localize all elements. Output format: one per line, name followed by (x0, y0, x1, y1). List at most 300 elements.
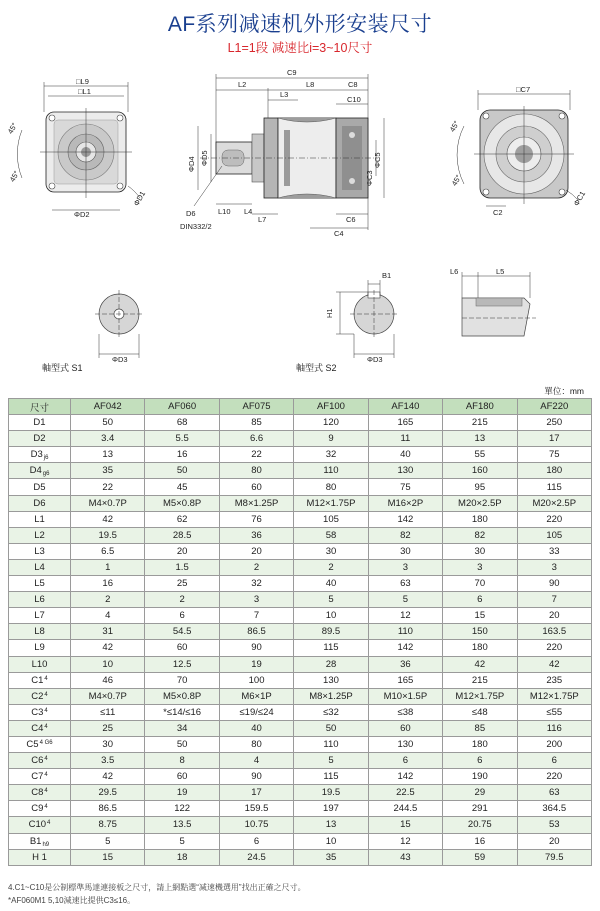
row-label: $C1^4$ (9, 672, 71, 688)
table-row (9, 511, 592, 527)
table-cell: 16 (145, 447, 219, 463)
table-row (9, 736, 592, 752)
table-cell: 12 (368, 608, 442, 624)
table-cell: 215 (443, 415, 517, 431)
row-label: L7 (9, 608, 71, 624)
table-cell: M20×2.5P (443, 495, 517, 511)
table-cell: 80 (294, 479, 368, 495)
table-cell: 40 (368, 447, 442, 463)
table-cell: 17 (517, 431, 591, 447)
table-cell: 50 (71, 415, 145, 431)
row-label: $C9^4$ (9, 801, 71, 817)
table-cell: 115 (294, 769, 368, 785)
row-label-mark: 4 (44, 772, 48, 779)
table-cell: 42 (71, 769, 145, 785)
table-cell: 6.5 (71, 543, 145, 559)
table-cell: 142 (368, 769, 442, 785)
label-l4: L4 (244, 207, 253, 216)
table-cell: 197 (294, 801, 368, 817)
label-c6: C6 (346, 215, 356, 224)
row-label-mark: 4 (44, 723, 48, 730)
table-header-row (9, 399, 592, 415)
row-label: L3 (9, 543, 71, 559)
table-cell: 32 (219, 576, 293, 592)
row-label: $C7^4$ (9, 769, 71, 785)
table-cell: 20 (517, 833, 591, 849)
table-cell: 86.5 (219, 624, 293, 640)
header-dimension: 尺寸 (9, 399, 71, 415)
row-label-mark: 4 (44, 675, 48, 682)
table-cell: 220 (517, 769, 591, 785)
table-cell: ≤11 (71, 704, 145, 720)
table-cell: 5 (294, 753, 368, 769)
table-cell: 4 (219, 753, 293, 769)
table-cell: 29 (443, 785, 517, 801)
table-row (9, 801, 592, 817)
table-cell: ≤19/≤24 (219, 704, 293, 720)
table-cell: 116 (517, 720, 591, 736)
table-cell: 45 (145, 479, 219, 495)
label-c1: ΦC1 (571, 189, 588, 208)
label-d5: ΦD5 (200, 150, 209, 166)
row-label-mark: g6 (42, 471, 50, 478)
footnote-1: 4.C1~C10是公制標準馬達連接板之尺寸，請上網點選“减速機選用”找出正確之尺寸。 (8, 883, 306, 892)
table-cell: 220 (517, 511, 591, 527)
row-label: $C5^{4 G6}$ (9, 736, 71, 752)
row-label: L6 (9, 592, 71, 608)
table-cell: 70 (443, 576, 517, 592)
table-cell: 1 (71, 559, 145, 575)
label-angle-1: 45° (5, 121, 20, 136)
label-l3: L3 (280, 90, 289, 99)
table-cell: 95 (443, 479, 517, 495)
table-cell: 4 (71, 608, 145, 624)
table-row (9, 704, 592, 720)
table-cell: M5×0.8P (145, 495, 219, 511)
shaft-side-view (450, 267, 536, 336)
table-cell: 33 (517, 543, 591, 559)
label-s2-d3: ΦD3 (367, 355, 383, 364)
table-cell: 85 (443, 720, 517, 736)
table-cell: 76 (219, 511, 293, 527)
row-label: $C10^4$ (9, 817, 71, 833)
table-cell: 163.5 (517, 624, 591, 640)
table-row (9, 576, 592, 592)
table-row (9, 592, 592, 608)
header-model: AF042 (71, 399, 145, 415)
table-cell: 89.5 (294, 624, 368, 640)
table-cell: 3 (219, 592, 293, 608)
table-cell: 36 (368, 656, 442, 672)
row-label-mark: 4 (44, 691, 48, 698)
table-cell: 180 (443, 736, 517, 752)
table-cell: 25 (145, 576, 219, 592)
table-cell: 30 (368, 543, 442, 559)
row-label: L5 (9, 576, 71, 592)
table-cell: *≤14/≤16 (145, 704, 219, 720)
table-cell: 15 (71, 849, 145, 865)
table-cell: 20 (219, 543, 293, 559)
table-cell: 22 (71, 479, 145, 495)
row-label: L9 (9, 640, 71, 656)
label-l6: L6 (450, 267, 459, 276)
table-cell: 79.5 (517, 849, 591, 865)
table-cell: 100 (219, 672, 293, 688)
label-l1: □L1 (78, 87, 91, 96)
table-cell: M20×2.5P (517, 495, 591, 511)
label-b1: B1 (382, 271, 392, 280)
table-cell: 15 (368, 817, 442, 833)
table-cell: 40 (219, 720, 293, 736)
table-cell: 75 (517, 447, 591, 463)
shaft-s2-view (296, 271, 398, 373)
table-cell: 19 (145, 785, 219, 801)
table-cell: 7 (219, 608, 293, 624)
label-c7: □C7 (516, 85, 531, 94)
row-label-mark: 4 G6 (39, 740, 53, 747)
table-cell: 5 (71, 833, 145, 849)
table-cell: 16 (71, 576, 145, 592)
table-cell: 3 (443, 559, 517, 575)
label-c9: C9 (287, 68, 297, 77)
table-cell: 3 (517, 559, 591, 575)
table-cell: 6 (443, 753, 517, 769)
table-cell: 11 (368, 431, 442, 447)
table-row (9, 769, 592, 785)
table-cell: 19.5 (294, 785, 368, 801)
table-row (9, 656, 592, 672)
row-label: $C2^4$ (9, 688, 71, 704)
table-cell: 42 (443, 656, 517, 672)
table-cell: 364.5 (517, 801, 591, 817)
table-cell: ≤38 (368, 704, 442, 720)
table-cell: 35 (294, 849, 368, 865)
row-label: H 1 (9, 849, 71, 865)
table-cell: 42 (517, 656, 591, 672)
table-cell: 85 (219, 415, 293, 431)
table-cell: 28.5 (145, 527, 219, 543)
row-label: $C6^4$ (9, 753, 71, 769)
label-d1: ΦD1 (131, 189, 148, 208)
row-label-mark: 4 (44, 707, 48, 714)
table-row (9, 463, 592, 479)
table-cell: ≤48 (443, 704, 517, 720)
label-angle-2: 45° (7, 169, 22, 184)
label-d2: ΦD2 (74, 210, 90, 219)
table-cell: 25 (71, 720, 145, 736)
table-row (9, 753, 592, 769)
header-model: AF100 (294, 399, 368, 415)
label-c10: C10 (347, 95, 361, 104)
footnote-2: *AF060M1 5,10減速比提供C3≤16。 (8, 896, 136, 905)
table-cell: 190 (443, 769, 517, 785)
row-label: D5 (9, 479, 71, 495)
table-row (9, 527, 592, 543)
table-cell: 60 (145, 640, 219, 656)
table-cell: 20 (517, 608, 591, 624)
dimension-drawings (0, 0, 600, 380)
table-row (9, 849, 592, 865)
table-cell: ≤32 (294, 704, 368, 720)
table-cell: M12×1.75P (443, 688, 517, 704)
table-cell: 50 (145, 736, 219, 752)
table-cell: 220 (517, 640, 591, 656)
label-din: DIN332/2 (180, 222, 212, 231)
table-cell: M12×1.75P (294, 495, 368, 511)
header-model: AF220 (517, 399, 591, 415)
row-label: L10 (9, 656, 71, 672)
table-cell: 150 (443, 624, 517, 640)
table-row (9, 447, 592, 463)
row-label: $C4^4$ (9, 720, 71, 736)
table-cell: 244.5 (368, 801, 442, 817)
row-label-mark: h9 (42, 841, 50, 848)
table-cell: ≤55 (517, 704, 591, 720)
table-cell: M6×1P (219, 688, 293, 704)
front-view (6, 77, 148, 219)
table-cell: 90 (219, 640, 293, 656)
table-cell: 34 (145, 720, 219, 736)
table-row (9, 672, 592, 688)
table-cell: 10 (294, 608, 368, 624)
table-cell: 31 (71, 624, 145, 640)
shaft-s1-view (42, 290, 143, 373)
table-cell: 105 (294, 511, 368, 527)
row-label: $C8^4$ (9, 785, 71, 801)
table-cell: 68 (145, 415, 219, 431)
table-cell: 5.5 (145, 431, 219, 447)
table-cell: 12.5 (145, 656, 219, 672)
table-cell: 8 (145, 753, 219, 769)
label-c5: ΦC5 (373, 152, 382, 168)
table-cell: 3 (368, 559, 442, 575)
table-row (9, 495, 592, 511)
table-cell: 22 (219, 447, 293, 463)
table-cell: 42 (71, 640, 145, 656)
table-cell: 2 (145, 592, 219, 608)
table-cell: 90 (517, 576, 591, 592)
label-c3: ΦC3 (365, 170, 374, 186)
table-cell: 250 (517, 415, 591, 431)
table-cell: M5×0.8P (145, 688, 219, 704)
row-label: D6 (9, 495, 71, 511)
table-row (9, 543, 592, 559)
table-cell: 1.5 (145, 559, 219, 575)
table-cell: 18 (145, 849, 219, 865)
table-cell: 5 (294, 592, 368, 608)
table-cell: 63 (517, 785, 591, 801)
table-cell: 13 (294, 817, 368, 833)
table-cell: 110 (294, 736, 368, 752)
table-cell: 36 (219, 527, 293, 543)
table-row (9, 785, 592, 801)
label-d4: ΦD4 (187, 156, 196, 172)
table-row (9, 431, 592, 447)
row-label: $C3^4$ (9, 704, 71, 720)
table-row (9, 559, 592, 575)
table-cell: 159.5 (219, 801, 293, 817)
table-cell: 24.5 (219, 849, 293, 865)
table-cell: 35 (71, 463, 145, 479)
label-d6: D6 (186, 209, 196, 218)
table-row (9, 479, 592, 495)
table-cell: 10.75 (219, 817, 293, 833)
table-cell: 60 (219, 479, 293, 495)
table-cell: 12 (368, 833, 442, 849)
table-cell: 60 (145, 769, 219, 785)
row-label-mark: 4 (44, 756, 48, 763)
header-model: AF180 (443, 399, 517, 415)
caption-s1: 軸型式 S1 (42, 363, 83, 373)
table-cell: 142 (368, 640, 442, 656)
table-cell: 180 (443, 511, 517, 527)
table-row (9, 640, 592, 656)
header-model: AF060 (145, 399, 219, 415)
label-rear-angle-2: 45° (449, 173, 464, 188)
label-l10: L10 (218, 207, 231, 216)
table-cell: 46 (71, 672, 145, 688)
table-cell: 6 (443, 592, 517, 608)
table-cell: 63 (368, 576, 442, 592)
table-cell: 30 (443, 543, 517, 559)
table-cell: 6 (219, 833, 293, 849)
table-cell: 7 (517, 592, 591, 608)
rear-view (448, 85, 588, 217)
table-cell: 3.4 (71, 431, 145, 447)
table-cell: 10 (71, 656, 145, 672)
table-cell: 43 (368, 849, 442, 865)
table-cell: 40 (294, 576, 368, 592)
table-cell: 3.5 (71, 753, 145, 769)
table-cell: 165 (368, 415, 442, 431)
table-cell: 200 (517, 736, 591, 752)
table-cell: 2 (71, 592, 145, 608)
table-cell: 215 (443, 672, 517, 688)
table-body (9, 415, 592, 866)
table-cell: 6 (368, 753, 442, 769)
table-cell: M8×1.25P (219, 495, 293, 511)
table-cell: 291 (443, 801, 517, 817)
row-label-mark: 4 (47, 820, 51, 827)
table-row (9, 688, 592, 704)
row-label: $D3_{j6}$ (9, 447, 71, 463)
table-cell: 19 (219, 656, 293, 672)
row-label-mark: 4 (44, 788, 48, 795)
table-row (9, 833, 592, 849)
page-subtitle: L1=1段 减速比i=3~10尺寸 (227, 41, 373, 55)
table-cell: 16 (443, 833, 517, 849)
table-cell: 82 (368, 527, 442, 543)
table-cell: 55 (443, 447, 517, 463)
table-cell: 70 (145, 672, 219, 688)
table-cell: 50 (145, 463, 219, 479)
table-cell: 2 (219, 559, 293, 575)
table-cell: 75 (368, 479, 442, 495)
table-cell: 50 (294, 720, 368, 736)
table-cell: 80 (219, 463, 293, 479)
table-row (9, 415, 592, 431)
table-cell: M4×0.7P (71, 495, 145, 511)
table-cell: 58 (294, 527, 368, 543)
table-cell: 28 (294, 656, 368, 672)
label-c2: C2 (493, 208, 503, 217)
table-cell: 6.6 (219, 431, 293, 447)
table-row (9, 608, 592, 624)
table-cell: 17 (219, 785, 293, 801)
table-cell: 13 (443, 431, 517, 447)
table-cell: 13 (71, 447, 145, 463)
footnotes (8, 881, 306, 907)
table-cell: 20 (145, 543, 219, 559)
table-cell: 54.5 (145, 624, 219, 640)
label-s1-d3: ΦD3 (112, 355, 128, 364)
table-cell: M12×1.75P (517, 688, 591, 704)
table-cell: 115 (517, 479, 591, 495)
label-l9: □L9 (76, 77, 89, 86)
row-label-mark: j6 (43, 455, 49, 462)
table-cell: 130 (368, 736, 442, 752)
table-cell: 142 (368, 511, 442, 527)
table-cell: 110 (368, 624, 442, 640)
table-cell: M8×1.25P (294, 688, 368, 704)
table-cell: 2 (294, 559, 368, 575)
label-l2: L2 (238, 80, 247, 89)
table-cell: 180 (443, 640, 517, 656)
row-label: D2 (9, 431, 71, 447)
table-cell: 86.5 (71, 801, 145, 817)
table-row (9, 817, 592, 833)
table-cell: 13.5 (145, 817, 219, 833)
header-model: AF075 (219, 399, 293, 415)
row-label: $D4_{g6}$ (9, 463, 71, 479)
table-cell: 6 (145, 608, 219, 624)
label-rear-angle-1: 45° (447, 119, 462, 134)
table-cell: 115 (294, 640, 368, 656)
row-label: L8 (9, 624, 71, 640)
table-cell: 59 (443, 849, 517, 865)
table-cell: 160 (443, 463, 517, 479)
table-cell: 53 (517, 817, 591, 833)
table-cell: 130 (294, 672, 368, 688)
table-cell: 8.75 (71, 817, 145, 833)
label-h1: H1 (325, 308, 334, 318)
row-label: L4 (9, 559, 71, 575)
page-title: AF系列减速机外形安装尺寸 (167, 13, 433, 36)
table-cell: 120 (294, 415, 368, 431)
row-label: L1 (9, 511, 71, 527)
table-cell: 122 (145, 801, 219, 817)
row-label: D1 (9, 415, 71, 431)
table-cell: 60 (368, 720, 442, 736)
label-l8: L8 (306, 80, 315, 89)
table-cell: M10×1.5P (368, 688, 442, 704)
table-cell: 32 (294, 447, 368, 463)
table-cell: 80 (219, 736, 293, 752)
row-label: L2 (9, 527, 71, 543)
table-cell: 19.5 (71, 527, 145, 543)
table-row (9, 720, 592, 736)
table-cell: 22.5 (368, 785, 442, 801)
table-cell: 130 (368, 463, 442, 479)
table-cell: 165 (368, 672, 442, 688)
table-cell: 90 (219, 769, 293, 785)
label-l5: L5 (496, 267, 505, 276)
label-c8: C8 (348, 80, 358, 89)
table-cell: 30 (294, 543, 368, 559)
table-cell: 15 (443, 608, 517, 624)
table-cell: 30 (71, 736, 145, 752)
header-model: AF140 (368, 399, 442, 415)
